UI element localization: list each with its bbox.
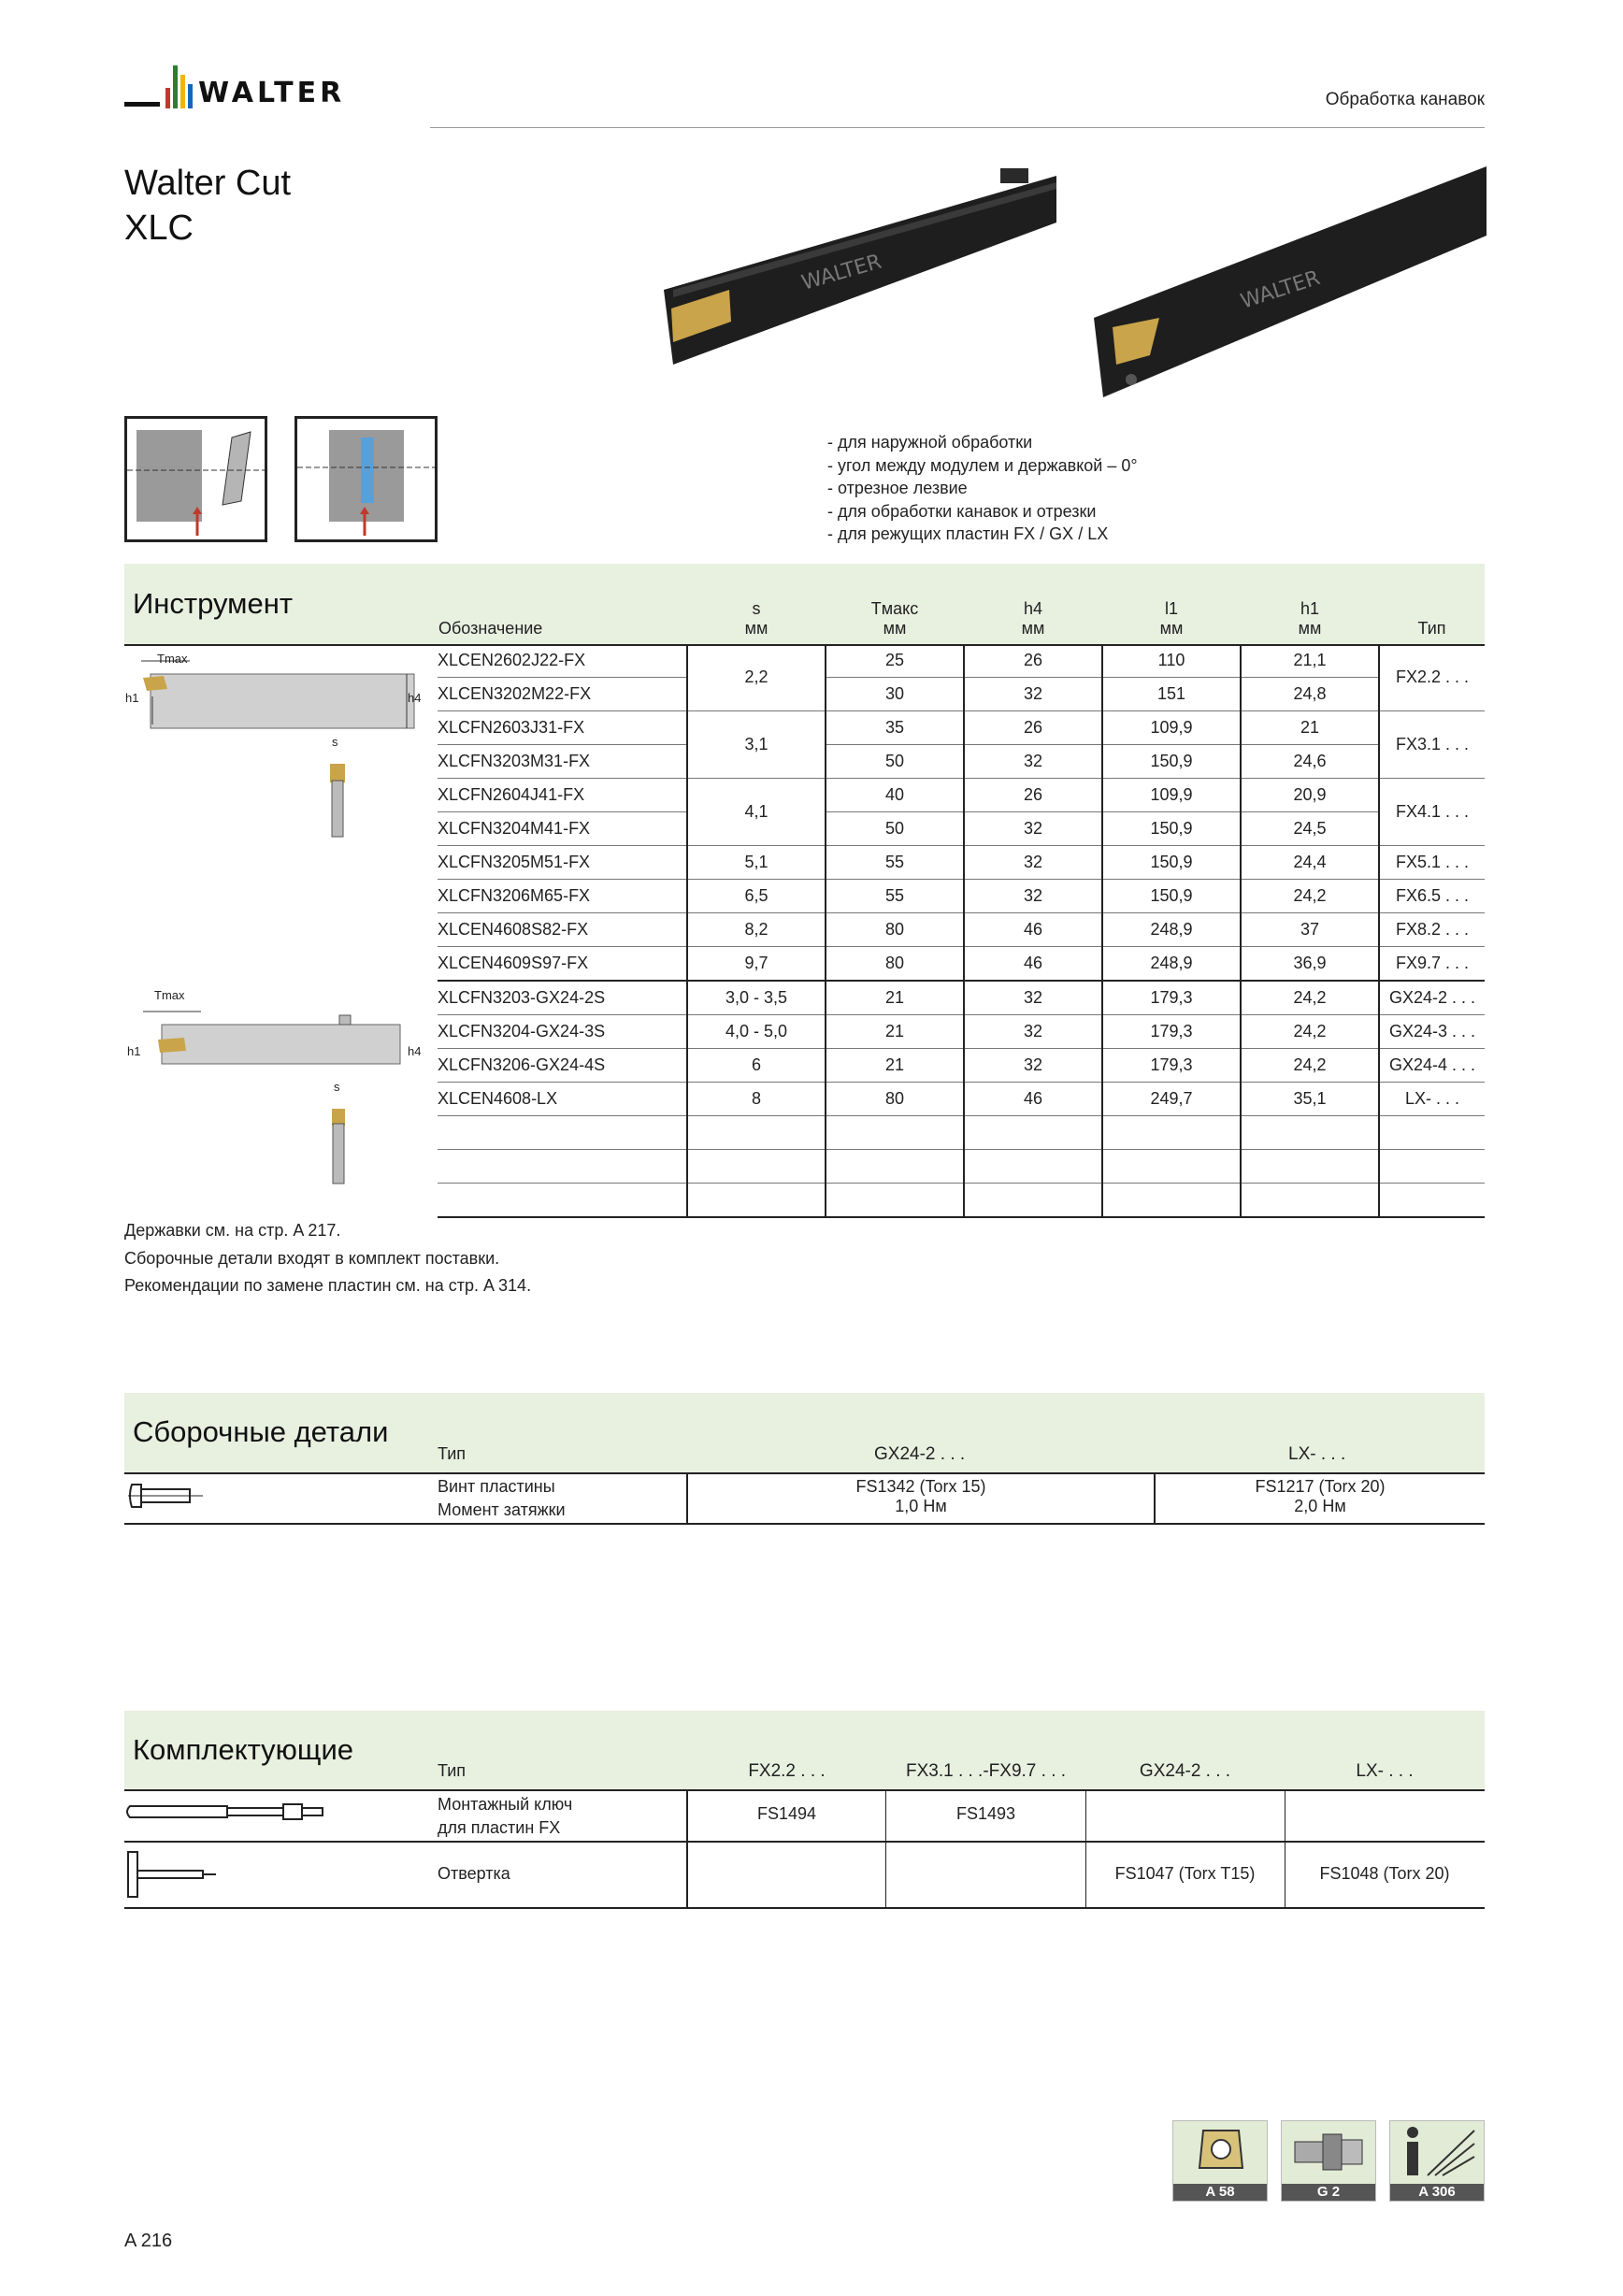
cell-empty [1102,1116,1241,1150]
cell-s: 4,0 - 5,0 [687,1015,826,1049]
cell-empty [1102,1184,1241,1218]
cell-h1: 24,2 [1241,981,1379,1015]
accessories-col-lx: LX- . . . [1356,1761,1414,1781]
cell-h4: 46 [964,913,1102,947]
cell-h1: 24,2 [1241,880,1379,913]
cell-s: 8,2 [687,913,826,947]
feature-list [827,431,1138,546]
ref-info-label: A 306 [1390,2184,1484,2201]
cell-empty [826,1150,964,1184]
cell-empty [826,1184,964,1218]
cell-empty [826,1116,964,1150]
table-row [438,779,1485,812]
tool-table [438,587,1485,1218]
assembly-col1-values [688,1477,1154,1516]
cell-tmax: 21 [826,1049,964,1083]
table-row-empty [438,1116,1485,1150]
cell-l1: 109,9 [1102,779,1241,812]
cell-code: XLCEN4609S97-FX [438,947,687,982]
cell-type: FX5.1 . . . [1379,846,1485,880]
cell-s: 6,5 [687,880,826,913]
table-row [438,981,1485,1015]
cell-tmax: 80 [826,1083,964,1116]
assembly-top-rule [124,1472,1485,1474]
col-l1: l1 мм [1159,599,1184,638]
col-type: Тип [1417,619,1446,638]
insert-icon [1173,2121,1267,2184]
cell-empty [964,1116,1102,1150]
logo-wordmark: WALTER [198,77,346,109]
mounting-key-icon [124,1793,330,1830]
title-line1: Walter Cut [124,164,292,203]
cell-h4: 26 [964,779,1102,812]
cell-tmax: 55 [826,846,964,880]
note-recommendations: Рекомендации по замене пластин см. на стр. A 314. [124,1276,532,1295]
cell-l1: 248,9 [1102,947,1241,982]
sketch-label-tmax: Tmax [157,652,188,666]
table-row [438,678,1485,711]
cell-empty [438,1116,687,1150]
table-row [438,913,1485,947]
screwdriver-icon [124,1846,218,1902]
cell-h4: 46 [964,947,1102,982]
cell-empty [1241,1184,1379,1218]
cell-empty [1379,1116,1485,1150]
cell-h4: 32 [964,846,1102,880]
info-icon [1390,2121,1484,2184]
accessories-vline-1 [885,1791,886,1908]
cell-l1: 150,9 [1102,846,1241,880]
note-holders: Державки см. на стр. A 217. [124,1221,341,1240]
cell-tmax: 35 [826,711,964,745]
cell-h1: 24,4 [1241,846,1379,880]
assembly-section-title: Сборочные детали [133,1415,389,1448]
cell-type: GX24-2 . . . [1379,981,1485,1015]
assembly-type-label: Тип [438,1444,467,1463]
cell-code: XLCFN2603J31-FX [438,711,687,745]
cell-code: XLCEN4608S82-FX [438,913,687,947]
cell-empty [687,1184,826,1218]
note-parts: Сборочные детали входят в комплект поставки. [124,1249,500,1268]
cell-type: FX3.1 . . . [1379,711,1485,779]
table-row [438,846,1485,880]
accessories-col-fx22: FX2.2 . . . [748,1761,826,1781]
cell-h1: 24,5 [1241,812,1379,846]
assembly-bottom-rule [124,1523,1485,1525]
cell-tmax: 21 [826,981,964,1015]
sketch-label-s: s [332,735,338,749]
assembly-col1-torque: 1,0 Нм [895,1497,947,1515]
cell-empty [964,1150,1102,1184]
svg-text:WALTER: WALTER [1238,265,1324,314]
col-h1: h1 мм [1298,599,1322,638]
cell-s: 4,1 [687,779,826,846]
cell-code: XLCFN3206-GX24-4S [438,1049,687,1083]
cell-h4: 32 [964,1049,1102,1083]
cell-tmax: 50 [826,745,964,779]
grooving-diagram [294,416,438,542]
cell-code: XLCEN3202M22-FX [438,678,687,711]
cell-h1: 24,8 [1241,678,1379,711]
assembly-col2-values [1156,1477,1485,1516]
cell-tmax: 25 [826,644,964,678]
table-row [438,812,1485,846]
assembly-col1-screw: FS1342 (Torx 15) [855,1477,986,1496]
cell-h4: 32 [964,678,1102,711]
cell-h4: 32 [964,880,1102,913]
table-row [438,1049,1485,1083]
cell-l1: 110 [1102,644,1241,678]
table-row [438,947,1485,982]
sketch-label-s-2: s [334,1080,340,1094]
cell-type: FX9.7 . . . [1379,947,1485,982]
sketch-label-h4-2: h4 [408,1044,422,1058]
header-rule [430,127,1485,128]
cell-empty [964,1184,1102,1218]
cell-type: LX- . . . [1379,1083,1485,1116]
table-row [438,745,1485,779]
product-image-1 [654,150,1066,374]
cell-code: XLCFN3204-GX24-3S [438,1015,687,1049]
cell-type: GX24-3 . . . [1379,1015,1485,1049]
cell-s: 3,1 [687,711,826,779]
cell-h4: 32 [964,1015,1102,1049]
accessories-row1-fx22: FS1494 [756,1804,817,1823]
cell-s: 5,1 [687,846,826,880]
tool-table-body [438,644,1485,1217]
accessories-section-title: Комплектующие [133,1733,353,1766]
feature-item: - для обработки канавок и отрезки [827,501,1097,521]
feature-item: - для наружной обработки [827,433,1033,452]
cell-tmax: 55 [826,880,964,913]
cell-h1: 20,9 [1241,779,1379,812]
col-s: s мм [744,599,768,638]
assembly-col2-torque: 2,0 Нм [1294,1497,1346,1515]
accessories-row2-gx24: FS1047 (Torx T15) [1114,1864,1256,1883]
tool-sketch-gx [124,982,424,1192]
external-machining-diagram [124,416,267,542]
page-title [124,161,291,251]
cell-empty [438,1150,687,1184]
sketch-label-h1-2: h1 [127,1044,141,1058]
assembly-row-label-torque: Момент затяжки [438,1500,566,1519]
table-row [438,644,1485,678]
cell-h1: 21 [1241,711,1379,745]
cell-empty [1379,1150,1485,1184]
screw-icon [128,1477,203,1514]
ref-insert-label: A 58 [1173,2184,1267,2201]
cell-code: XLCFN3204M41-FX [438,812,687,846]
table-row [438,880,1485,913]
ref-info-tile[interactable] [1389,2120,1485,2202]
cell-l1: 109,9 [1102,711,1241,745]
accessories-type-label: Тип [438,1761,467,1780]
ref-holder-label: G 2 [1282,2184,1375,2201]
table-row-empty [438,1150,1485,1184]
accessories-row1-label1: Монтажный ключ [438,1795,573,1814]
sketch-label-h1: h1 [125,691,139,705]
cell-l1: 179,3 [1102,981,1241,1015]
cell-empty [438,1184,687,1218]
cell-h1: 24,2 [1241,1015,1379,1049]
assembly-col2-screw: FS1217 (Torx 20) [1255,1477,1386,1496]
cell-h1: 36,9 [1241,947,1379,982]
table-row [438,1015,1485,1049]
cell-empty [1241,1116,1379,1150]
ref-holder-tile[interactable] [1281,2120,1376,2202]
cell-l1: 249,7 [1102,1083,1241,1116]
cell-l1: 179,3 [1102,1015,1241,1049]
accessories-row2-lx: FS1048 (Torx 20) [1319,1864,1450,1883]
page-number: A 216 [124,2231,173,2251]
tool-sketch-fx [124,650,424,846]
col-h4: h4 мм [1021,599,1045,638]
cell-empty [687,1116,826,1150]
cell-l1: 150,9 [1102,812,1241,846]
cell-l1: 150,9 [1102,745,1241,779]
accessories-row1-rule [124,1841,1485,1843]
cell-tmax: 50 [826,812,964,846]
product-image-2 [1084,159,1487,402]
cell-type: FX6.5 . . . [1379,880,1485,913]
title-line2: XLC [124,208,194,248]
cell-s: 3,0 - 3,5 [687,981,826,1015]
cell-s: 8 [687,1083,826,1116]
cell-h1: 24,2 [1241,1049,1379,1083]
cell-s: 6 [687,1049,826,1083]
holder-icon [1282,2121,1375,2184]
cell-empty [1102,1150,1241,1184]
accessories-vline-0 [686,1791,688,1908]
cell-code: XLCEN4608-LX [438,1083,687,1116]
cell-h4: 26 [964,711,1102,745]
assembly-col1-header: GX24-2 . . . [874,1444,966,1464]
cell-type: FX8.2 . . . [1379,913,1485,947]
accessories-row1-fx31: FS1493 [955,1804,1016,1823]
cell-l1: 179,3 [1102,1049,1241,1083]
cell-code: XLCEN2602J22-FX [438,644,687,678]
cell-l1: 150,9 [1102,880,1241,913]
cell-type: FX2.2 . . . [1379,644,1485,711]
assembly-col2-header: LX- . . . [1288,1444,1346,1464]
cell-type: FX4.1 . . . [1379,779,1485,846]
header-section-label: Обработка канавок [1325,90,1485,109]
assembly-row-label-screw: Винт пластины [438,1477,555,1496]
cell-h1: 24,6 [1241,745,1379,779]
cell-tmax: 21 [826,1015,964,1049]
svg-text:WALTER: WALTER [798,250,884,295]
cell-h4: 26 [964,644,1102,678]
accessories-col-fx31: FX3.1 . . .-FX9.7 . . . [905,1761,1067,1781]
table-row-empty [438,1184,1485,1218]
col-tmax: Tмакс мм [870,599,919,638]
cell-h4: 32 [964,745,1102,779]
accessories-vline-2 [1085,1791,1086,1908]
cell-s: 9,7 [687,947,826,982]
feature-item: - для режущих пластин FX / GX / LX [827,524,1109,543]
cell-code: XLCFN3205M51-FX [438,846,687,880]
table-row [438,711,1485,745]
accessories-bottom-rule [124,1907,1485,1909]
cell-l1: 151 [1102,678,1241,711]
cell-empty [1241,1150,1379,1184]
col-designation: Обозначение [438,619,543,638]
cell-tmax: 80 [826,947,964,982]
tool-section-title: Инструмент [133,587,294,620]
cell-h1: 37 [1241,913,1379,947]
cell-tmax: 40 [826,779,964,812]
cell-h4: 46 [964,1083,1102,1116]
accessories-row1-label2: для пластин FX [438,1818,561,1837]
cell-l1: 248,9 [1102,913,1241,947]
tool-table-top-rule [124,644,1485,646]
feature-item: - отрезное лезвие [827,479,968,497]
cell-s: 2,2 [687,644,826,711]
accessories-top-rule [124,1789,1485,1791]
ref-insert-tile[interactable] [1172,2120,1268,2202]
sketch-label-h4: h4 [408,691,422,705]
cell-type: GX24-4 . . . [1379,1049,1485,1083]
cell-h4: 32 [964,812,1102,846]
cell-h4: 32 [964,981,1102,1015]
accessories-col-gx24: GX24-2 . . . [1139,1761,1231,1781]
cell-code: XLCFN3203-GX24-2S [438,981,687,1015]
cell-code: XLCFN3206M65-FX [438,880,687,913]
table-row [438,1083,1485,1116]
cell-h1: 35,1 [1241,1083,1379,1116]
cell-h1: 21,1 [1241,644,1379,678]
sketch-label-tmax-2: Tmax [154,988,185,1002]
cell-tmax: 30 [826,678,964,711]
feature-item: - угол между модулем и державкой – 0° [827,455,1138,475]
accessories-row2-label: Отвертка [438,1864,510,1883]
cell-empty [1379,1184,1485,1218]
cell-code: XLCFN2604J41-FX [438,779,687,812]
cell-tmax: 80 [826,913,964,947]
cell-code: XLCFN3203M31-FX [438,745,687,779]
cell-empty [687,1150,826,1184]
